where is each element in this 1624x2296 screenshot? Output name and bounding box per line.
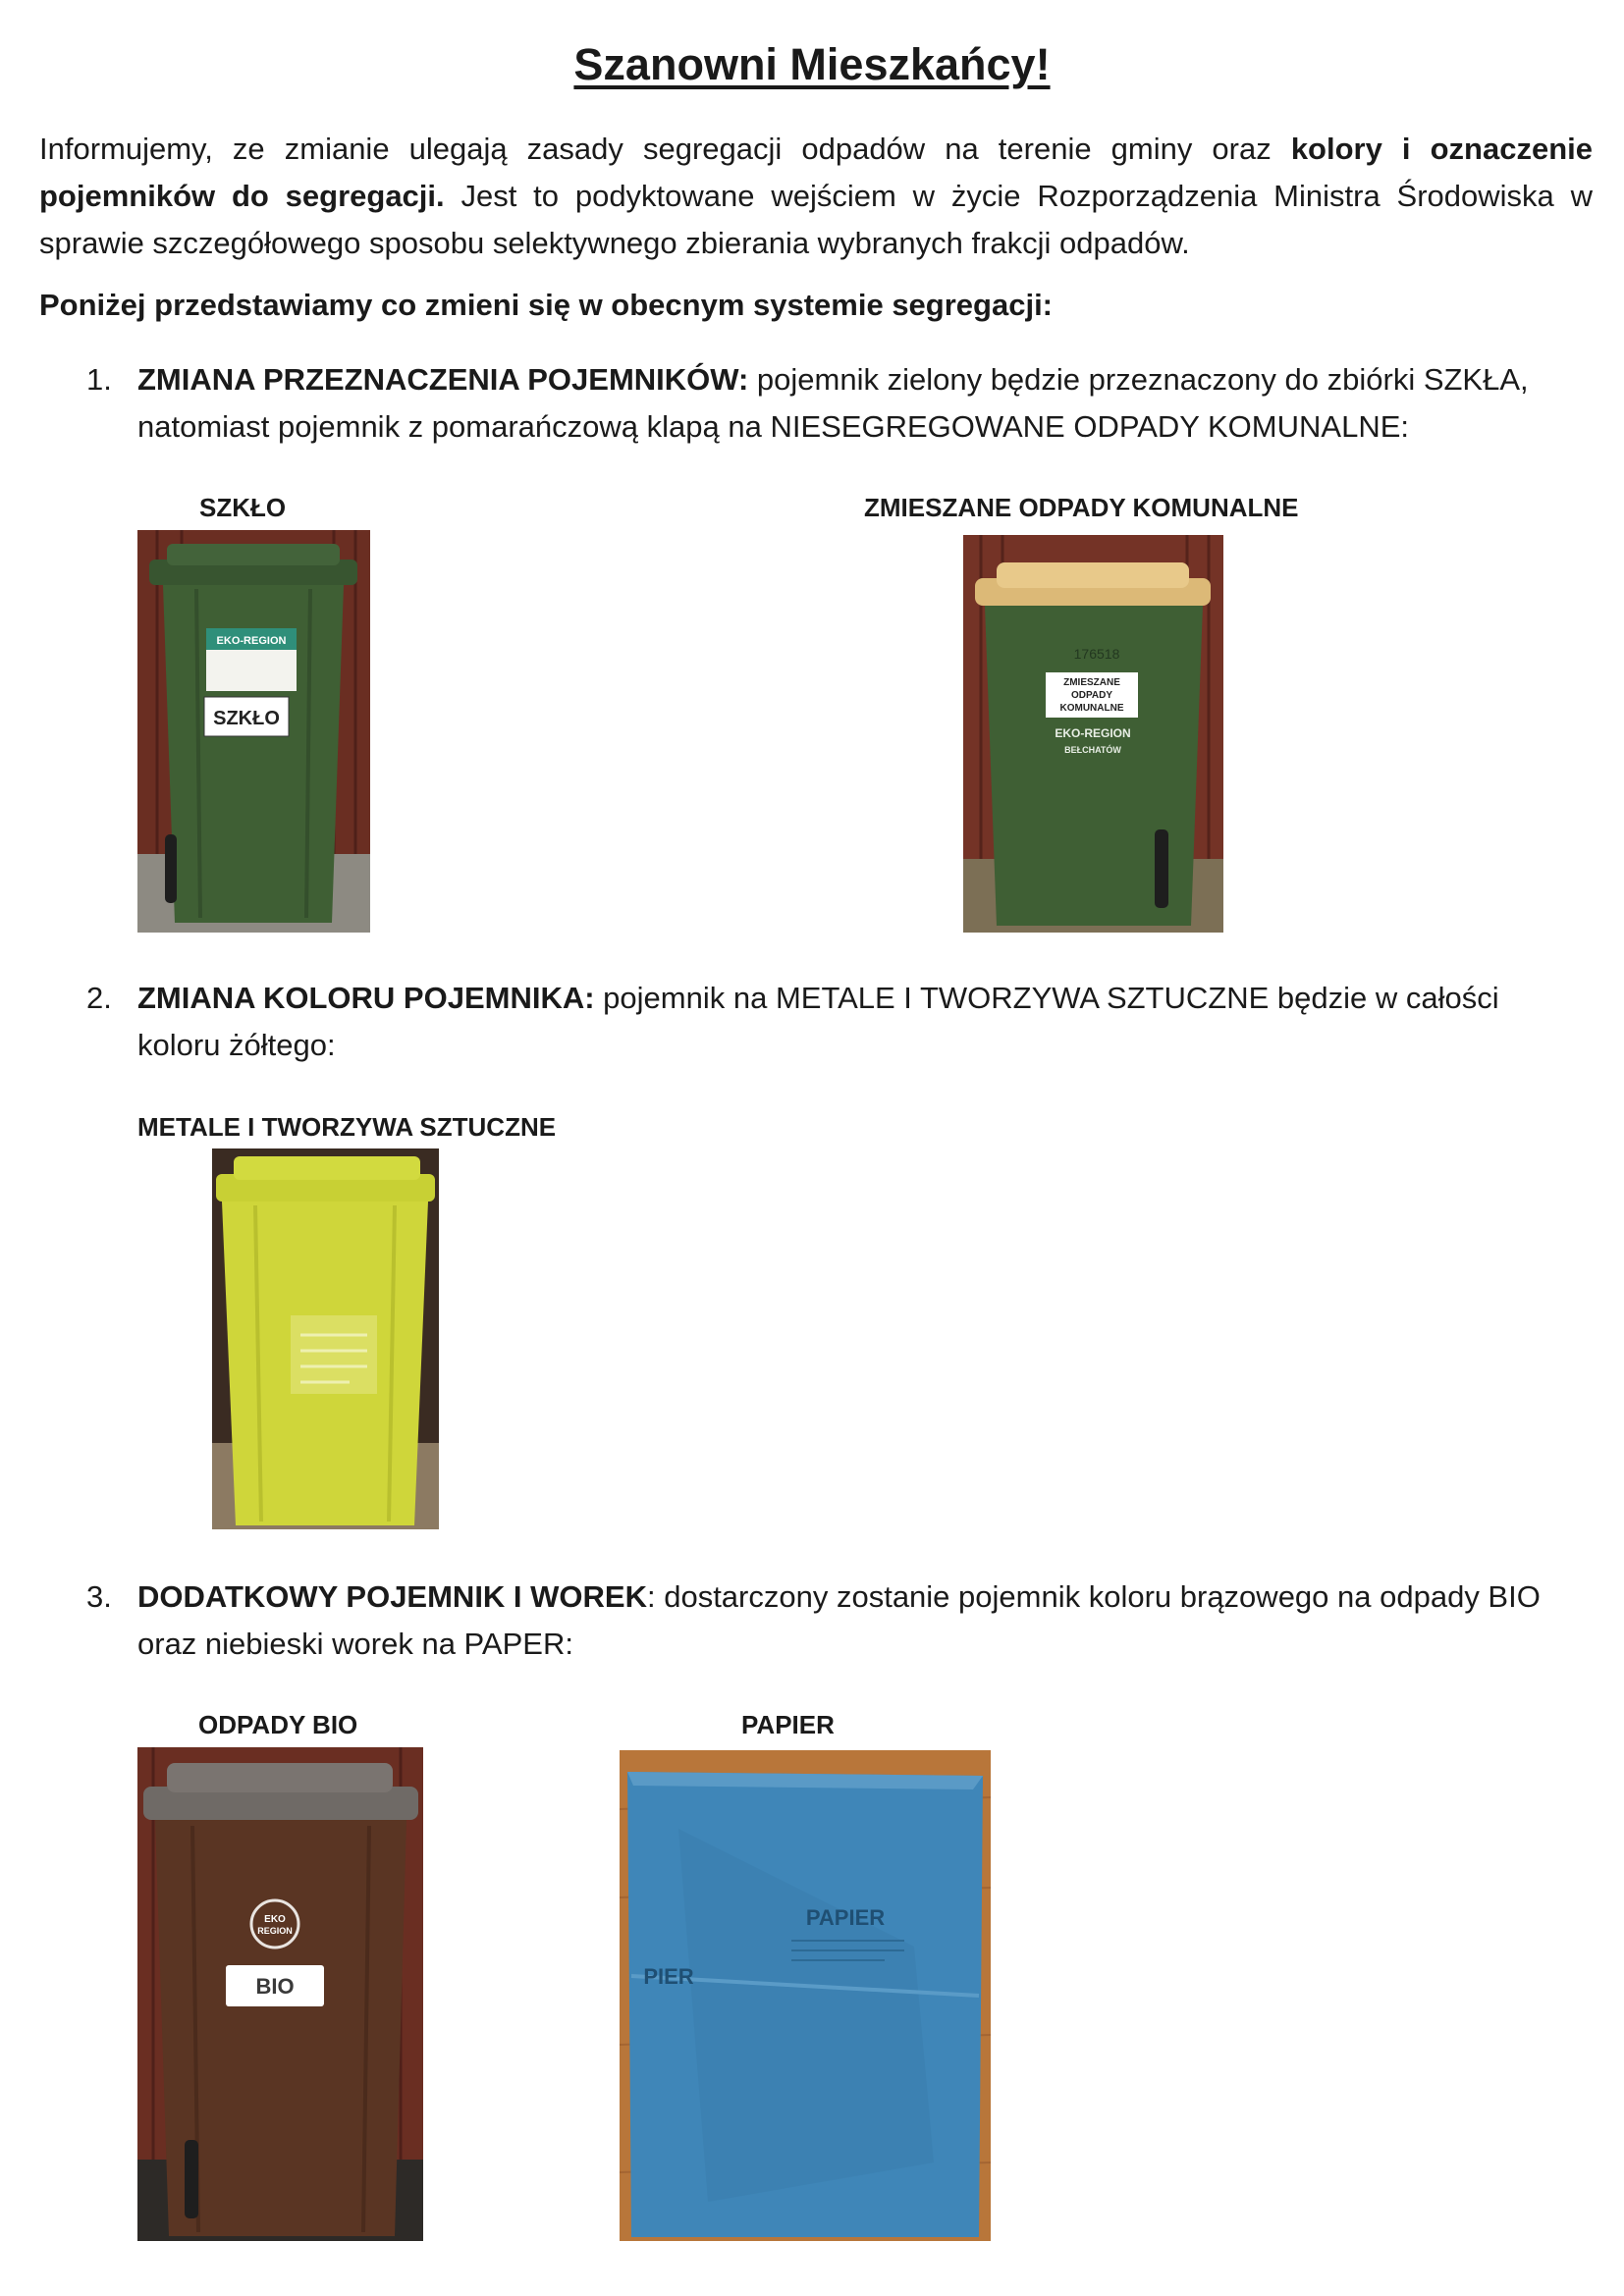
intro-text-1: Informujemy, ze zmianie ulegają zasady segregacji odpadów na terenie gminy oraz [39, 132, 1291, 166]
mixed-label-line-1: ZMIESZANE [1063, 677, 1120, 688]
mixed-bin-number: 176518 [1073, 646, 1120, 662]
list-item-text: pojemnik zielony będzie przeznaczony do zbiórki SZKŁA, natomiast pojemnik z pomarańczową klapą na NIESEGREGOWANE ODPADY KOMUNALNE: [137, 362, 1529, 444]
list-item-bold: DODATKOWY POJEMNIK I WOREK [137, 1579, 647, 1614]
bio-brand-line-2: REGION [257, 1926, 293, 1936]
list-number: 3. [86, 1579, 112, 1614]
bio-bin-photo [137, 1747, 423, 2241]
metal-bin-photo [212, 1148, 439, 1529]
list-item-bold: ZMIANA PRZEZNACZENIA POJEMNIKÓW: [137, 362, 749, 397]
lead-heading: Poniżej przedstawiamy co zmieni się w obecnym systemie segregacji: [39, 288, 1054, 322]
caption-metal: METALE I TWORZYWA SZTUCZNE [137, 1112, 557, 1142]
mixed-bin-city: BEŁCHATÓW [1064, 745, 1121, 755]
caption-paper: PAPIER [741, 1710, 835, 1739]
bio-brand-line-1: EKO [264, 1914, 286, 1925]
list-item-2 [86, 975, 1589, 1069]
intro-bold: kolory i oznaczenie pojemników do segregacji. [39, 132, 1593, 213]
list-number: 2. [86, 981, 112, 1015]
caption-bio: ODPADY BIO [198, 1710, 358, 1739]
mixed-label-line-3: KOMUNALNE [1059, 703, 1124, 714]
mixed-label-line-2: ODPADY [1070, 690, 1113, 701]
intro-text-2: Jest to podyktowane wejściem w życie Rozporządzenia Ministra Środowiska w sprawie szczegółowego sposobu selektywnego zbierania wybranych frakcji odpadów. [39, 179, 1593, 260]
caption-mixed: ZMIESZANE ODPADY KOMUNALNE [864, 493, 1299, 522]
caption-glass: SZKŁO [199, 493, 287, 522]
list-number: 1. [86, 362, 112, 397]
bio-bin-label: BIO [255, 1974, 295, 1999]
list-item-1 [86, 356, 1589, 451]
glass-bin-photo [137, 530, 370, 933]
intro-paragraph [39, 126, 1593, 267]
list-item-text: : dostarczony zostanie pojemnik koloru brązowego na odpady BIO oraz niebieski worek na PAPER: [137, 1579, 1541, 1661]
page-title: Szanowni Mieszkańcy! [573, 39, 1051, 89]
mixed-bin-brand: EKO-REGION [1055, 726, 1131, 740]
paper-bag-photo [620, 1750, 991, 2241]
mixed-bin-photo [963, 535, 1223, 933]
list-item-3 [86, 1574, 1589, 1668]
glass-bin-label: SZKŁO [213, 708, 280, 729]
list-item-bold: ZMIANA KOLORU POJEMNIKA: [137, 981, 595, 1015]
paper-bag-label-partial: PIER [643, 1964, 694, 1989]
list-item-text: pojemnik na METALE I TWORZYWA SZTUCZNE będzie w całości koloru żółtego: [137, 981, 1499, 1062]
paper-bag-label: PAPIER [805, 1905, 886, 1930]
glass-sticker-brand: EKO-REGION [216, 635, 287, 647]
